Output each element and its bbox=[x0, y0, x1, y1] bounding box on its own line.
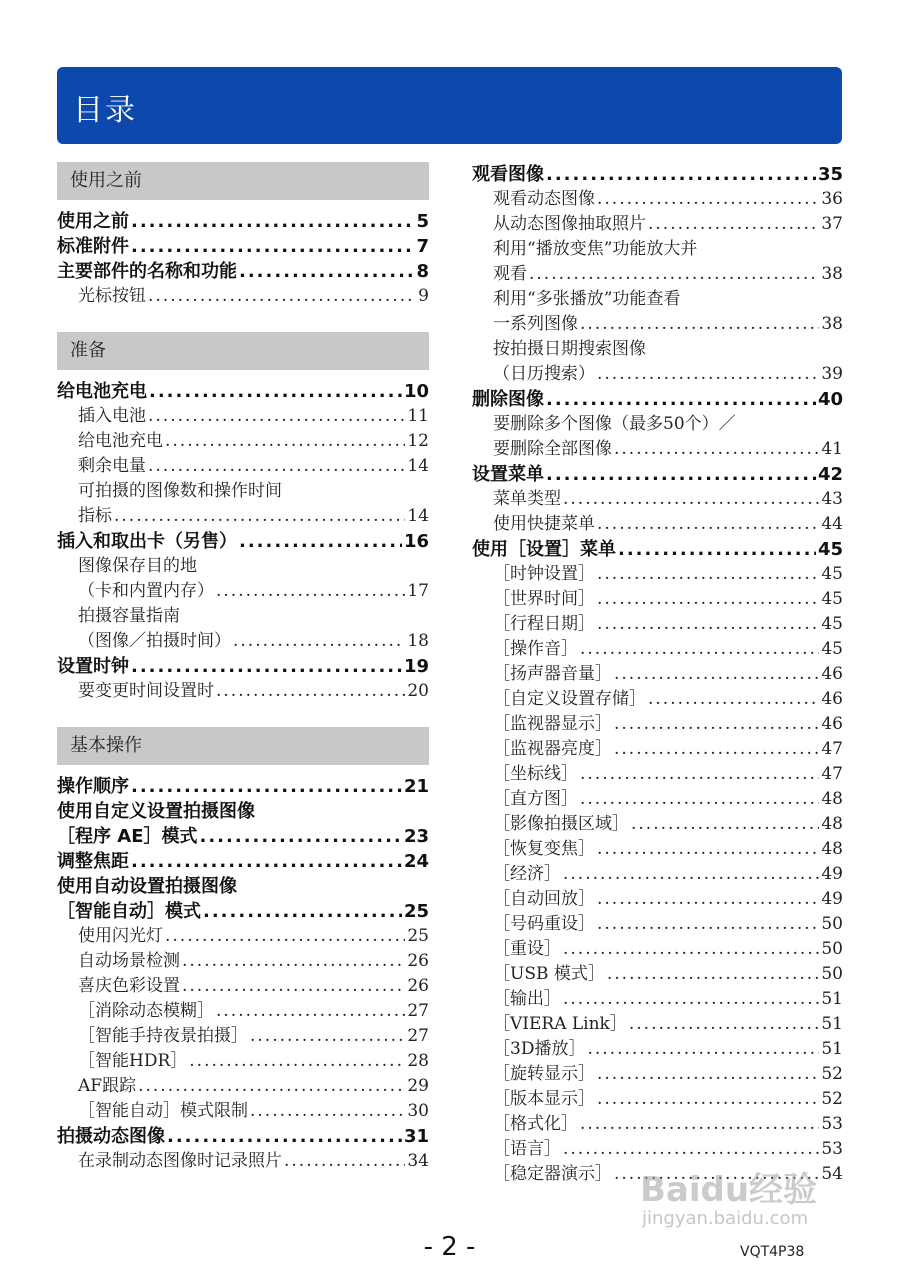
toc-entry[interactable] bbox=[472, 687, 843, 712]
toc-page-number: 51 bbox=[821, 989, 843, 1009]
toc-entry-label: ［操作音］ bbox=[493, 639, 578, 659]
toc-header-banner bbox=[57, 67, 842, 144]
toc-dot-leader bbox=[597, 512, 819, 537]
toc-dot-leader bbox=[597, 562, 819, 587]
toc-page-number: 44 bbox=[821, 514, 843, 534]
toc-page-number: 51 bbox=[821, 1014, 843, 1034]
toc-entry-label: ［智能HDR］ bbox=[78, 1051, 188, 1071]
toc-entry-label: ［USB 模式］ bbox=[493, 964, 605, 984]
toc-entry[interactable] bbox=[57, 1149, 429, 1174]
toc-dot-leader bbox=[597, 837, 819, 862]
toc-dot-leader bbox=[250, 1099, 405, 1124]
toc-entry[interactable] bbox=[472, 1087, 843, 1112]
toc-entry-label: 剩余电量 bbox=[78, 456, 146, 476]
toc-entry-label: 从动态图像抽取照片 bbox=[493, 214, 646, 234]
toc-entry[interactable] bbox=[57, 874, 429, 899]
toc-entry-label: 插入电池 bbox=[78, 406, 146, 426]
toc-page-number: 43 bbox=[821, 489, 843, 509]
toc-page-number: 53 bbox=[821, 1139, 843, 1159]
toc-page-number: 49 bbox=[821, 864, 843, 884]
toc-dot-leader bbox=[597, 362, 819, 387]
toc-dot-leader bbox=[580, 1112, 819, 1137]
toc-page-number: 37 bbox=[821, 214, 843, 234]
toc-entry-label: 使用快捷菜单 bbox=[493, 514, 595, 534]
toc-entry-label: ［输出］ bbox=[493, 989, 561, 1009]
toc-dot-leader bbox=[580, 312, 819, 337]
toc-page-number: 45 bbox=[821, 589, 843, 609]
toc-entry[interactable] bbox=[57, 504, 429, 529]
toc-entry[interactable] bbox=[472, 562, 843, 587]
toc-dot-leader bbox=[580, 787, 819, 812]
toc-entry[interactable] bbox=[472, 637, 843, 662]
toc-dot-leader bbox=[614, 437, 819, 462]
toc-entry[interactable] bbox=[472, 612, 843, 637]
toc-entry-label: 使用自动设置拍摄图像 bbox=[57, 876, 237, 897]
toc-entry[interactable] bbox=[57, 1099, 429, 1124]
toc-entry-label: 使用闪光灯 bbox=[78, 926, 163, 946]
toc-page-number: 38 bbox=[821, 314, 843, 334]
toc-entry[interactable] bbox=[57, 234, 429, 259]
watermark-logo-text: Baidu经验 bbox=[640, 1170, 818, 1210]
toc-entry-label: 要删除多个图像（最多50个）／ bbox=[493, 414, 736, 434]
toc-page-number: 30 bbox=[407, 1101, 429, 1121]
toc-dot-leader bbox=[563, 1137, 819, 1162]
toc-page-number: 45 bbox=[817, 539, 843, 560]
toc-entry[interactable] bbox=[472, 412, 843, 437]
toc-entry[interactable] bbox=[472, 812, 843, 837]
toc-dot-leader bbox=[597, 587, 819, 612]
toc-entry[interactable] bbox=[57, 924, 429, 949]
toc-dot-leader bbox=[597, 1087, 819, 1112]
toc-page-number: 25 bbox=[407, 926, 429, 946]
toc-dot-leader bbox=[580, 762, 819, 787]
toc-entry[interactable] bbox=[57, 479, 429, 504]
toc-page-number: 49 bbox=[821, 889, 843, 909]
toc-dot-leader bbox=[131, 654, 402, 679]
toc-dot-leader bbox=[597, 187, 819, 212]
toc-entry-label: 插入和取出卡（另售） bbox=[57, 531, 237, 552]
toc-entry-label: ［坐标线］ bbox=[493, 764, 578, 784]
watermark-url: jingyan.baidu.com bbox=[642, 1208, 809, 1229]
toc-dot-leader bbox=[216, 679, 405, 704]
toc-entry[interactable] bbox=[472, 487, 843, 512]
toc-entry-label: （图像／拍摄时间） bbox=[78, 631, 231, 651]
toc-dot-leader bbox=[614, 737, 819, 762]
toc-dot-leader bbox=[203, 899, 402, 924]
toc-dot-leader bbox=[182, 974, 405, 999]
toc-entry-label: 删除图像 bbox=[472, 389, 544, 410]
toc-page-number: 27 bbox=[407, 1001, 429, 1021]
toc-entry[interactable] bbox=[57, 259, 429, 284]
toc-entry[interactable] bbox=[472, 362, 843, 387]
toc-page-number: 35 bbox=[817, 164, 843, 185]
toc-page-number: 36 bbox=[821, 189, 843, 209]
toc-entry[interactable] bbox=[57, 1074, 429, 1099]
toc-dot-leader bbox=[563, 487, 819, 512]
toc-entry[interactable] bbox=[472, 287, 843, 312]
toc-entry[interactable] bbox=[472, 162, 843, 187]
toc-entry-label: 按拍摄日期搜索图像 bbox=[493, 339, 646, 359]
toc-dot-leader bbox=[648, 687, 819, 712]
toc-dot-leader bbox=[614, 712, 819, 737]
page-number: - 2 - bbox=[423, 1232, 476, 1262]
toc-entry[interactable] bbox=[57, 284, 429, 309]
toc-dot-leader bbox=[131, 234, 414, 259]
toc-page-number: 42 bbox=[817, 464, 843, 485]
toc-page-number: 12 bbox=[407, 431, 429, 451]
toc-entry[interactable] bbox=[472, 262, 843, 287]
section-header: 使用之前 bbox=[57, 162, 429, 200]
toc-dot-leader bbox=[131, 774, 402, 799]
toc-page-number: 9 bbox=[418, 286, 429, 306]
toc-entry[interactable] bbox=[472, 962, 843, 987]
toc-entry[interactable] bbox=[57, 999, 429, 1024]
toc-dot-leader bbox=[216, 999, 405, 1024]
toc-entry-label: 可拍摄的图像数和操作时间 bbox=[78, 481, 282, 501]
toc-entry-label: ［恢复变焦］ bbox=[493, 839, 595, 859]
toc-entry[interactable] bbox=[472, 537, 843, 562]
toc-entry[interactable] bbox=[472, 1037, 843, 1062]
toc-dot-leader bbox=[114, 504, 405, 529]
toc-page-number: 29 bbox=[407, 1076, 429, 1096]
toc-dot-leader bbox=[182, 949, 405, 974]
toc-dot-leader bbox=[131, 209, 414, 234]
toc-page-number: 17 bbox=[407, 581, 429, 601]
toc-entry[interactable] bbox=[57, 554, 429, 579]
toc-entry-label: 要变更时间设置时 bbox=[78, 681, 214, 701]
toc-page-number: 48 bbox=[821, 814, 843, 834]
toc-entry-label: ［重设］ bbox=[493, 939, 561, 959]
toc-entry[interactable] bbox=[472, 512, 843, 537]
toc-dot-leader bbox=[629, 1012, 820, 1037]
toc-dot-leader bbox=[529, 262, 819, 287]
toc-entry[interactable] bbox=[57, 404, 429, 429]
toc-page-number: 47 bbox=[821, 739, 843, 759]
toc-dot-leader bbox=[148, 404, 405, 429]
toc-entry[interactable] bbox=[57, 1124, 429, 1149]
toc-entry-label: 设置时钟 bbox=[57, 656, 129, 677]
toc-page-number: 16 bbox=[403, 531, 429, 552]
toc-entry-label: 使用之前 bbox=[57, 211, 129, 232]
toc-entry-label: ［VIERA Link］ bbox=[493, 1014, 627, 1034]
section-header: 基本操作 bbox=[57, 727, 429, 765]
toc-dot-leader bbox=[148, 284, 416, 309]
toc-page-number: 20 bbox=[407, 681, 429, 701]
toc-dot-leader bbox=[597, 912, 819, 937]
toc-page-number: 14 bbox=[407, 506, 429, 526]
toc-entry[interactable] bbox=[57, 654, 429, 679]
toc-dot-leader bbox=[587, 1037, 819, 1062]
toc-page-number: 46 bbox=[821, 664, 843, 684]
toc-entry[interactable] bbox=[57, 774, 429, 799]
toc-dot-leader bbox=[148, 454, 405, 479]
toc-page-number: 45 bbox=[821, 614, 843, 634]
toc-page-number: 28 bbox=[407, 1051, 429, 1071]
toc-dot-leader bbox=[597, 612, 819, 637]
toc-entry-label: ［经济］ bbox=[493, 864, 561, 884]
section-spacer bbox=[57, 704, 429, 727]
toc-entry[interactable] bbox=[57, 454, 429, 479]
toc-entry[interactable] bbox=[472, 1112, 843, 1137]
toc-page-number: 39 bbox=[821, 364, 843, 384]
section-spacer bbox=[57, 309, 429, 332]
toc-entry[interactable] bbox=[472, 312, 843, 337]
toc-entry[interactable] bbox=[57, 429, 429, 454]
toc-entry[interactable] bbox=[472, 212, 843, 237]
toc-entry-label: 利用“多张播放”功能查看 bbox=[493, 289, 681, 309]
toc-entry[interactable] bbox=[472, 937, 843, 962]
toc-dot-leader bbox=[216, 579, 405, 604]
toc-page-number: 51 bbox=[821, 1039, 843, 1059]
toc-entry-label: ［自动回放］ bbox=[493, 889, 595, 909]
toc-entry-label: 利用“播放变焦”功能放大并 bbox=[493, 239, 698, 259]
toc-page-number: 45 bbox=[821, 639, 843, 659]
toc-page-number: 40 bbox=[817, 389, 843, 410]
toc-page-number: 14 bbox=[407, 456, 429, 476]
toc-page-number: 25 bbox=[403, 901, 429, 922]
toc-entry-label: ［世界时间］ bbox=[493, 589, 595, 609]
toc-entry[interactable] bbox=[57, 849, 429, 874]
toc-page-number: 50 bbox=[821, 964, 843, 984]
toc-entry-label: ［智能自动］模式 bbox=[57, 901, 201, 922]
toc-dot-leader bbox=[563, 937, 819, 962]
toc-dot-leader bbox=[546, 462, 816, 487]
toc-entry[interactable] bbox=[57, 629, 429, 654]
toc-entry-label: ［直方图］ bbox=[493, 789, 578, 809]
toc-entry-label: ［行程日期］ bbox=[493, 614, 595, 634]
toc-entry[interactable] bbox=[472, 912, 843, 937]
toc-dot-leader bbox=[546, 162, 816, 187]
toc-entry[interactable] bbox=[472, 1062, 843, 1087]
toc-entry[interactable] bbox=[472, 837, 843, 862]
toc-entry-label: ［监视器显示］ bbox=[493, 714, 612, 734]
toc-entry[interactable] bbox=[57, 209, 429, 234]
toc-entry-label: 喜庆色彩设置 bbox=[78, 976, 180, 996]
toc-entry-label: 一系列图像 bbox=[493, 314, 578, 334]
toc-page-number: 38 bbox=[821, 264, 843, 284]
toc-dot-leader bbox=[614, 662, 819, 687]
toc-entry[interactable] bbox=[472, 787, 843, 812]
toc-entry[interactable] bbox=[472, 737, 843, 762]
toc-entry-label: 主要部件的名称和功能 bbox=[57, 261, 237, 282]
toc-dot-leader bbox=[631, 812, 819, 837]
toc-entry[interactable] bbox=[472, 437, 843, 462]
toc-entry-label: 给电池充电 bbox=[78, 431, 163, 451]
toc-page-number: 48 bbox=[821, 789, 843, 809]
toc-dot-leader bbox=[563, 862, 819, 887]
toc-dot-leader bbox=[138, 1074, 405, 1099]
toc-entry[interactable] bbox=[57, 824, 429, 849]
toc-entry[interactable] bbox=[472, 662, 843, 687]
toc-page-number: 11 bbox=[407, 406, 429, 426]
toc-entry[interactable] bbox=[472, 587, 843, 612]
toc-entry-label: ［版本显示］ bbox=[493, 1089, 595, 1109]
page-title: 目录 bbox=[73, 93, 137, 128]
toc-entry[interactable] bbox=[57, 579, 429, 604]
toc-dot-leader bbox=[165, 924, 405, 949]
toc-entry[interactable] bbox=[472, 1137, 843, 1162]
toc-dot-leader bbox=[239, 529, 402, 554]
toc-entry[interactable] bbox=[57, 529, 429, 554]
toc-dot-leader bbox=[648, 212, 819, 237]
toc-page-number: 26 bbox=[407, 951, 429, 971]
toc-entry-label: ［消除动态模糊］ bbox=[78, 1001, 214, 1021]
toc-entry[interactable] bbox=[472, 987, 843, 1012]
toc-page-number: 10 bbox=[403, 381, 429, 402]
toc-entry-label: 图像保存目的地 bbox=[78, 556, 197, 576]
toc-entry[interactable] bbox=[57, 949, 429, 974]
toc-page-number: 52 bbox=[821, 1064, 843, 1084]
toc-entry-label: 观看图像 bbox=[472, 164, 544, 185]
toc-page-number: 46 bbox=[821, 689, 843, 709]
toc-dot-leader bbox=[580, 637, 819, 662]
toc-page-number: 41 bbox=[821, 439, 843, 459]
toc-entry[interactable] bbox=[472, 462, 843, 487]
toc-entry-list bbox=[57, 379, 429, 704]
toc-entry[interactable] bbox=[57, 899, 429, 924]
toc-entry-label: 调整焦距 bbox=[57, 851, 129, 872]
toc-entry[interactable] bbox=[472, 887, 843, 912]
toc-entry-label: （日历搜索） bbox=[493, 364, 595, 384]
toc-entry[interactable] bbox=[57, 1024, 429, 1049]
toc-entry[interactable] bbox=[472, 1012, 843, 1037]
toc-entry-label: 观看 bbox=[493, 264, 527, 284]
toc-dot-leader bbox=[165, 429, 405, 454]
toc-entry-list bbox=[57, 209, 429, 309]
toc-entry-label: 拍摄容量指南 bbox=[78, 606, 180, 626]
toc-entry[interactable] bbox=[57, 679, 429, 704]
toc-entry-label: 使用自定义设置拍摄图像 bbox=[57, 801, 255, 822]
toc-page-number: 8 bbox=[416, 261, 429, 282]
toc-entry-label: 自动场景检测 bbox=[78, 951, 180, 971]
toc-entry[interactable] bbox=[57, 799, 429, 824]
toc-page-number: 31 bbox=[403, 1126, 429, 1147]
toc-page-number: 34 bbox=[407, 1151, 429, 1171]
toc-entry[interactable] bbox=[57, 1049, 429, 1074]
toc-entry-label: ［影像拍摄区域］ bbox=[493, 814, 629, 834]
toc-entry[interactable] bbox=[472, 237, 843, 262]
toc-page-number: 50 bbox=[821, 914, 843, 934]
toc-entry-label: 操作顺序 bbox=[57, 776, 129, 797]
toc-entry-label: ［稳定器演示］ bbox=[493, 1164, 612, 1184]
toc-entry[interactable] bbox=[57, 604, 429, 629]
toc-entry-label: 使用［设置］菜单 bbox=[472, 539, 616, 560]
toc-entry-label: ［监视器亮度］ bbox=[493, 739, 612, 759]
toc-dot-leader bbox=[189, 1049, 405, 1074]
toc-entry[interactable] bbox=[57, 974, 429, 999]
toc-page-number: 50 bbox=[821, 939, 843, 959]
toc-entry-label: ［程序 AE］模式 bbox=[57, 826, 198, 847]
toc-dot-leader bbox=[131, 849, 402, 874]
toc-entry-label: 给电池充电 bbox=[57, 381, 147, 402]
toc-entry-label: （卡和内置内存） bbox=[78, 581, 214, 601]
toc-dot-leader bbox=[200, 824, 402, 849]
toc-dot-leader bbox=[239, 259, 414, 284]
toc-entry-label: 要删除全部图像 bbox=[493, 439, 612, 459]
toc-page-number: 18 bbox=[407, 631, 429, 651]
toc-entry-list bbox=[57, 774, 429, 1174]
toc-dot-leader bbox=[597, 1062, 819, 1087]
toc-entry-label: ［3D播放］ bbox=[493, 1039, 586, 1059]
toc-dot-leader bbox=[284, 1149, 405, 1174]
toc-entry[interactable] bbox=[472, 187, 843, 212]
toc-entry[interactable] bbox=[57, 379, 429, 404]
toc-page-number: 48 bbox=[821, 839, 843, 859]
toc-dot-leader bbox=[618, 537, 816, 562]
toc-entry-label: ［自定义设置存储］ bbox=[493, 689, 646, 709]
toc-entry-label: ［智能自动］模式限制 bbox=[78, 1101, 248, 1121]
toc-page-number: 21 bbox=[403, 776, 429, 797]
toc-page-number: 27 bbox=[407, 1026, 429, 1046]
toc-dot-leader bbox=[149, 379, 402, 404]
toc-entry-label: 拍摄动态图像 bbox=[57, 1126, 165, 1147]
toc-entry-label: 标准附件 bbox=[57, 236, 129, 257]
toc-entry-label: ［号码重设］ bbox=[493, 914, 595, 934]
toc-dot-leader bbox=[607, 962, 819, 987]
toc-left-column bbox=[57, 162, 429, 1174]
toc-dot-leader bbox=[563, 987, 819, 1012]
baidu-watermark bbox=[640, 1160, 840, 1240]
toc-dot-leader bbox=[233, 629, 405, 654]
toc-dot-leader bbox=[250, 1024, 405, 1049]
toc-entry-label: 指标 bbox=[78, 506, 112, 526]
toc-entry[interactable] bbox=[472, 387, 843, 412]
toc-page-number: 24 bbox=[403, 851, 429, 872]
toc-page-number: 53 bbox=[821, 1114, 843, 1134]
toc-entry-label: ［时钟设置］ bbox=[493, 564, 595, 584]
toc-entry[interactable] bbox=[472, 762, 843, 787]
toc-entry-label: ［语言］ bbox=[493, 1139, 561, 1159]
toc-page-number: 46 bbox=[821, 714, 843, 734]
toc-dot-leader bbox=[167, 1124, 402, 1149]
toc-dot-leader bbox=[597, 887, 819, 912]
toc-entry-label: AF跟踪 bbox=[78, 1076, 137, 1096]
toc-page-number: 54 bbox=[821, 1164, 843, 1184]
toc-page-number: 5 bbox=[416, 211, 429, 232]
toc-entry[interactable] bbox=[472, 337, 843, 362]
toc-entry-label: 菜单类型 bbox=[493, 489, 561, 509]
toc-entry-label: ［扬声器音量］ bbox=[493, 664, 612, 684]
toc-entry-label: 光标按钮 bbox=[78, 286, 146, 306]
toc-page-number: 52 bbox=[821, 1089, 843, 1109]
toc-page-number: 26 bbox=[407, 976, 429, 996]
toc-page-number: 7 bbox=[416, 236, 429, 257]
toc-entry-label: 在录制动态图像时记录照片 bbox=[78, 1151, 282, 1171]
toc-entry-label: 设置菜单 bbox=[472, 464, 544, 485]
toc-page-number: 47 bbox=[821, 764, 843, 784]
toc-right-column bbox=[472, 162, 843, 1187]
toc-page-number: 19 bbox=[403, 656, 429, 677]
section-header: 准备 bbox=[57, 332, 429, 370]
toc-dot-leader bbox=[546, 387, 816, 412]
toc-entry-label: 观看动态图像 bbox=[493, 189, 595, 209]
toc-entry-label: ［格式化］ bbox=[493, 1114, 578, 1134]
toc-page-number: 23 bbox=[403, 826, 429, 847]
document-code: VQT4P38 bbox=[740, 1244, 805, 1260]
toc-entry[interactable] bbox=[472, 862, 843, 887]
toc-page-number: 45 bbox=[821, 564, 843, 584]
toc-entry-label: ［智能手持夜景拍摄］ bbox=[78, 1026, 248, 1046]
toc-entry-label: ［旋转显示］ bbox=[493, 1064, 595, 1084]
toc-entry[interactable] bbox=[472, 712, 843, 737]
